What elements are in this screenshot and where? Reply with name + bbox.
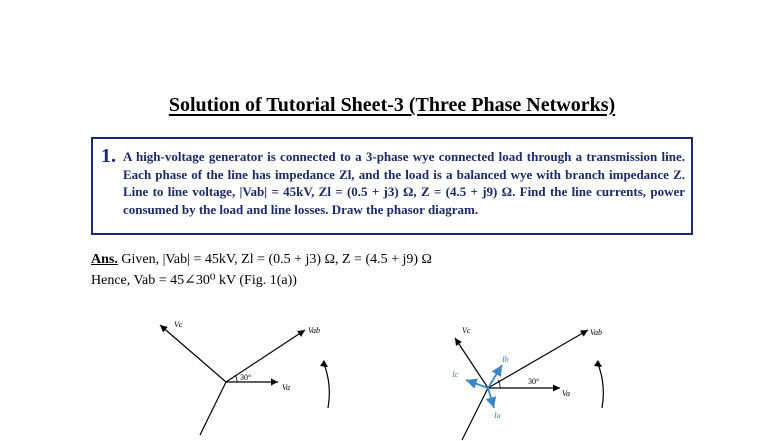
rotation-arrow [324, 364, 329, 408]
page-title: Solution of Tutorial Sheet-3 (Three Phase Networks) [168, 94, 616, 116]
rotation-arrowhead [320, 360, 328, 367]
ic-label: Ic [452, 370, 459, 379]
answer-line [91, 252, 432, 268]
va-label-right: Va [562, 389, 570, 398]
question-text: A high-voltage generator is connected to a 3-phase wye connected load through a transmission line. Each phase of the line has impedance Zl, and the load is a balanced wye with branch impedance Z. Line to line voltage, |Vab| = 45kV, Zl = (0.5 + j3) Ω, Z = (4.5 + j9) Ω. Find the line currents, power consumed by the load and line losses. Draw the phasor diagram. [123, 149, 685, 217]
vab-phasor [226, 330, 305, 382]
vab-label: Vab [308, 326, 320, 335]
vc-label: Vc [174, 320, 183, 329]
vc-phasor [160, 325, 226, 382]
vb-phasor [200, 382, 226, 435]
rotation-arrow-right [598, 364, 603, 408]
ib-label: Ib [502, 355, 509, 364]
rotation-arrowhead-right [594, 360, 602, 367]
phasor-diagram-left [160, 320, 329, 435]
answer-label: Ans. [91, 252, 118, 267]
question-box [91, 137, 693, 235]
hence-line: Hence, Vab = 45∠30⁰ kV (Fig. 1(a)) [91, 273, 297, 288]
vab-label-right: Vab [590, 328, 602, 337]
vb-phasor-right [462, 388, 488, 440]
va-label: Va [282, 383, 290, 392]
angle-label-right: 30° [528, 377, 540, 386]
angle-label: 30° [240, 373, 252, 382]
question-number: 1. [101, 145, 116, 167]
vc-label-right: Vc [462, 326, 471, 335]
ia-label: Ia [494, 411, 501, 420]
answer-given: Given, |Vab| = 45kV, Zl = (0.5 + j3) Ω, Z = (4.5 + j9) Ω [117, 252, 432, 267]
phasor-diagrams [0, 300, 784, 441]
angle-arc [235, 375, 237, 382]
vc-phasor-right [455, 338, 488, 388]
ia-phasor [488, 388, 494, 408]
phasor-diagram-right [451, 326, 603, 440]
